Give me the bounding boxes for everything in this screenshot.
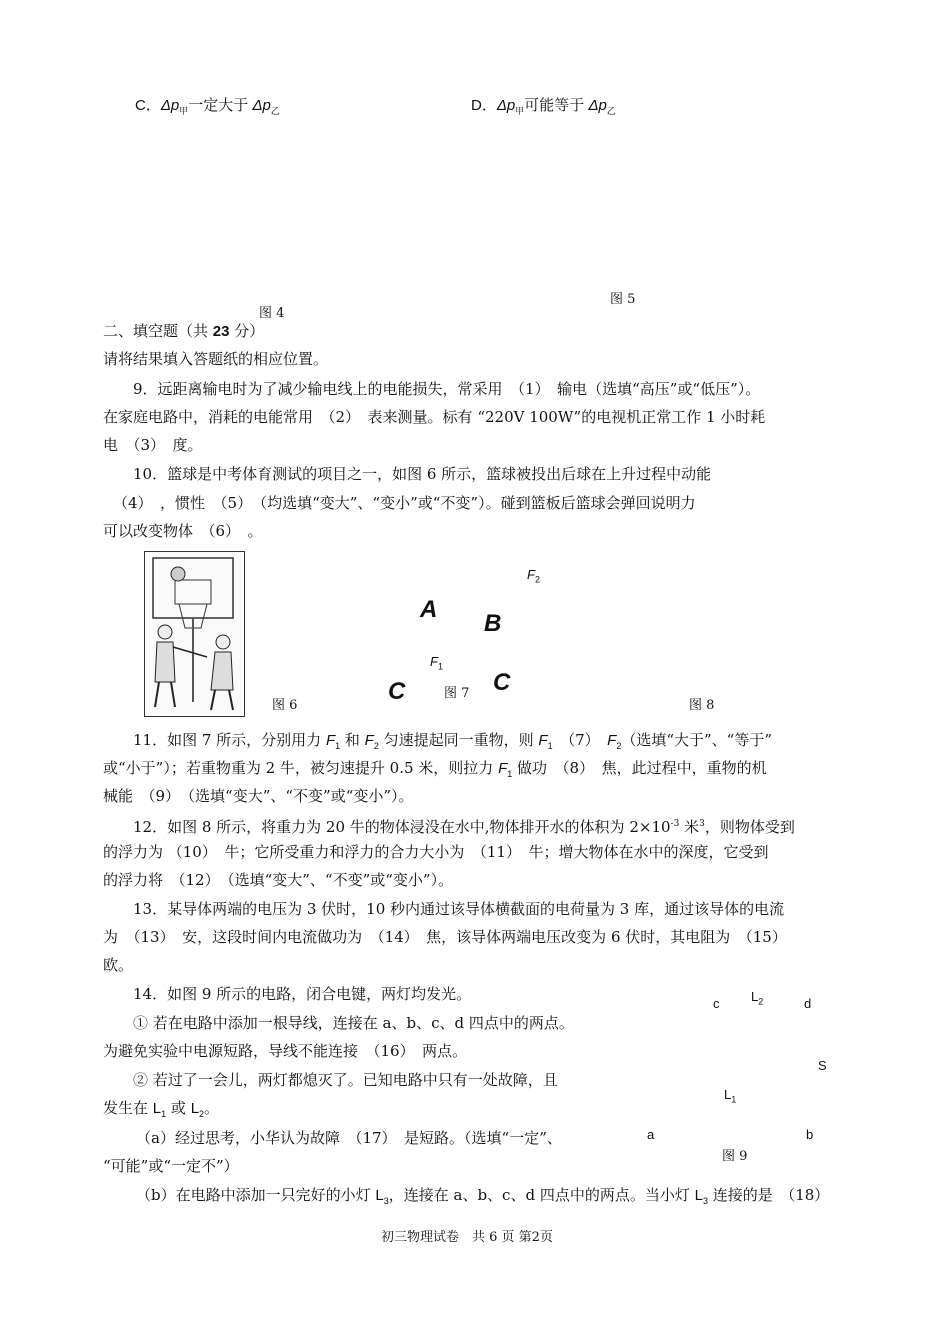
q14-line6: （a）经过思考，小华认为故障 （17） 是短路。（选填“一定”、 xyxy=(136,1129,562,1147)
fig7-force-f1: $F_1$ xyxy=(430,654,443,672)
q12-line2: 的浮力为 （10） 牛；它所受重力和浮力的合力大小为 （11） 牛；增大物体在水中的深度，它受到 xyxy=(103,843,769,861)
q11-line3: 械能 （9） （选填“变大”、“不变”或“变小”）。 xyxy=(103,787,414,805)
q11-line2: 或“小于”）；若重物重为 2 牛，被匀速提升 0.5 米，则拉力 $F_1$ 做功 （8） 焦，此过程中，重物的机 xyxy=(103,759,767,779)
fig7-force-f2: $F_2$ xyxy=(527,567,540,585)
q14-line2: ① 若在电路中添加一根导线，连接在 a、b、c、d 四点中的两点。 xyxy=(133,1014,574,1032)
figure-6-caption: 图 6 xyxy=(272,698,298,713)
q14-line4: ② 若过了一会儿，两灯都熄灭了。已知电路中只有一处故障，且 xyxy=(133,1071,558,1089)
q9-line2: 在家庭电路中，消耗的电能常用 （2） 表来测量。标有 “220V 100W”的电视机正常工作 1 小时耗 xyxy=(103,408,766,426)
q14-line7: “可能”或“一定不”） xyxy=(103,1157,239,1175)
q12-line1: 12．如图 8 所示，将重力为 20 牛的物体浸没在水中,物体排开水的体积为 $2\times 10^{-3}$ 米$^3$，则物体受到 xyxy=(133,818,795,836)
figure-8-caption: 图 8 xyxy=(689,698,715,713)
fig7-label-c-right: C xyxy=(493,669,511,696)
q13-line2: 为 （13） 安，这段时间内电流做功为 （14） 焦，该导体两端电压改变为 6 伏时，其电阻为 （15） xyxy=(103,928,787,946)
fig9-point-c: c xyxy=(713,996,720,1011)
figure-9-caption: 图 9 xyxy=(722,1149,748,1164)
page-footer: 初三物理试卷 共 6 页 第2页 xyxy=(381,1230,553,1245)
q9-line3: 电 （3） 度。 xyxy=(103,436,203,454)
q13-line1: 13．某导体两端的电压为 3 伏时，10 秒内通过该导体横截面的电荷量为 3 库，通过该导体的电流 xyxy=(133,900,785,918)
option-c: C．$\Delta p_甲$一定大于 $\Delta p_乙$ xyxy=(135,97,280,116)
option-d: D．$\Delta p_甲$可能等于 $\Delta p_乙$ xyxy=(471,97,616,116)
q12-line3: 的浮力将 （12） （选填“变大”、“不变”或“变小”）。 xyxy=(103,871,454,889)
q10-line3: 可以改变物体 （6） 。 xyxy=(103,522,263,540)
figure-4-caption: 图 4 xyxy=(259,306,285,321)
q10-line1: 10．篮球是中考体育测试的项目之一，如图 6 所示，篮球被投出后球在上升过程中动能 xyxy=(133,465,712,483)
q11-line1: 11．如图 7 所示，分别用力 $F_1$ 和 $F_2$ 匀速提起同一重物，则 $F_1$ （7） $F_2$（选填“大于”、“等于” xyxy=(133,731,773,751)
fig9-lamp-l1: $L_1$ xyxy=(724,1087,737,1105)
q14-line3: 为避免实验中电源短路，导线不能连接 （16） 两点。 xyxy=(103,1042,468,1060)
fig7-label-c-left: C xyxy=(388,678,406,705)
fig9-lamp-l2: $L_2$ xyxy=(751,989,764,1007)
basketball-figure xyxy=(144,551,245,717)
section-title: 二、填空题（共 23 分） xyxy=(103,322,265,340)
q10-line2: （4） ，惯性 （5） （均选填“变大”、“变小”或“不变”）。碰到篮板后篮球会弹回说明力 xyxy=(113,494,696,512)
section-instruction: 请将结果填入答题纸的相应位置。 xyxy=(103,350,329,368)
figure-7-caption: 图 7 xyxy=(444,686,470,701)
fig9-point-a: a xyxy=(647,1127,655,1142)
fig7-label-b: B xyxy=(484,610,502,637)
q14-line5: 发生在 $L_1$ 或 $L_2$。 xyxy=(103,1099,220,1119)
q13-line3: 欧。 xyxy=(103,956,134,974)
q9-line1: 9．远距离输电时为了减少输电线上的电能损失，常采用 （1） 输电（选填“高压”或“低压”）。 xyxy=(133,380,761,398)
basketball-drawing xyxy=(145,552,244,716)
fig9-point-b: b xyxy=(806,1127,814,1142)
fig9-point-d: d xyxy=(804,996,812,1011)
q14-line8: （b）在电路中添加一只完好的小灯 $L_3$，连接在 a、b、c、d 四点中的两点。当小灯 $L_3$ 连接的是 （18） xyxy=(136,1186,830,1206)
figure-5-caption: 图 5 xyxy=(610,292,636,307)
fig7-label-a: A xyxy=(420,596,438,623)
q14-line1: 14．如图 9 所示的电路，闭合电键，两灯均发光。 xyxy=(133,985,472,1003)
fig9-switch-s: S xyxy=(818,1058,827,1073)
